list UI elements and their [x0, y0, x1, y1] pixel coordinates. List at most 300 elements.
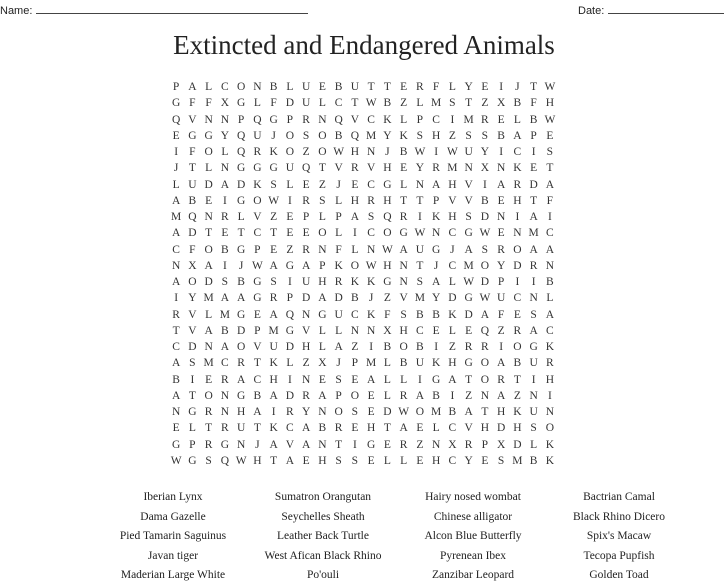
grid-letter[interactable]: E	[172, 129, 180, 142]
grid-letter[interactable]: N	[171, 259, 181, 272]
grid-letter[interactable]: B	[546, 276, 554, 288]
grid-letter[interactable]: T	[270, 454, 278, 467]
grid-letter[interactable]: I	[531, 373, 536, 386]
grid-letter[interactable]: R	[432, 162, 440, 175]
grid-letter[interactable]: K	[545, 454, 555, 467]
grid-letter[interactable]: E	[367, 454, 375, 467]
grid-letter[interactable]: N	[171, 406, 181, 418]
grid-letter[interactable]: X	[318, 357, 327, 370]
grid-letter[interactable]: A	[301, 259, 311, 272]
grid-letter[interactable]: G	[253, 162, 262, 175]
grid-letter[interactable]: D	[301, 292, 311, 305]
grid-letter[interactable]: N	[350, 324, 360, 337]
grid-letter[interactable]: L	[432, 422, 440, 435]
grid-letter[interactable]: L	[335, 227, 343, 240]
grid-letter[interactable]: K	[269, 146, 278, 158]
grid-letter[interactable]: I	[515, 276, 520, 288]
grid-letter[interactable]: J	[368, 292, 374, 305]
grid-letter[interactable]: K	[269, 357, 278, 370]
grid-letter[interactable]: S	[497, 454, 505, 467]
grid-letter[interactable]: E	[253, 308, 261, 321]
grid-letter[interactable]: Y	[464, 81, 473, 93]
grid-letter[interactable]: Z	[286, 243, 294, 256]
grid-letter[interactable]: B	[432, 308, 440, 321]
grid-letter[interactable]: N	[496, 211, 506, 223]
grid-letter[interactable]: L	[448, 324, 456, 337]
grid-letter[interactable]: W	[251, 259, 263, 272]
grid-letter[interactable]: R	[399, 389, 408, 402]
grid-letter[interactable]: S	[221, 276, 229, 288]
grid-letter[interactable]: E	[302, 227, 310, 240]
grid-letter[interactable]: F	[497, 308, 505, 321]
grid-letter[interactable]: D	[464, 308, 473, 321]
grid-letter[interactable]: G	[236, 308, 246, 321]
grid-letter[interactable]: G	[285, 324, 295, 337]
grid-letter[interactable]: L	[400, 113, 408, 126]
grid-letter[interactable]: L	[253, 97, 261, 110]
grid-letter[interactable]: D	[204, 276, 213, 288]
grid-letter[interactable]: J	[515, 81, 520, 93]
grid-letter[interactable]: R	[221, 422, 229, 435]
grid-letter[interactable]: S	[416, 276, 424, 288]
grid-letter[interactable]: V	[448, 194, 457, 207]
grid-letter[interactable]: L	[318, 341, 326, 353]
grid-letter[interactable]: M	[268, 324, 279, 337]
grid-letter[interactable]: A	[399, 243, 408, 256]
grid-letter[interactable]: B	[334, 129, 343, 142]
grid-letter[interactable]: L	[286, 178, 294, 191]
grid-letter[interactable]: P	[530, 129, 537, 142]
grid-letter[interactable]: K	[366, 276, 376, 288]
grid-letter[interactable]: O	[513, 341, 522, 353]
grid-letter[interactable]: G	[236, 194, 246, 207]
grid-letter[interactable]: H	[448, 178, 457, 191]
grid-letter[interactable]: K	[431, 211, 441, 223]
grid-letter[interactable]: L	[221, 146, 229, 158]
grid-letter[interactable]: T	[400, 194, 408, 207]
grid-letter[interactable]: F	[189, 146, 196, 158]
grid-letter[interactable]: E	[318, 81, 326, 93]
grid-letter[interactable]: D	[480, 211, 490, 223]
grid-letter[interactable]: B	[416, 341, 424, 353]
grid-letter[interactable]: I	[434, 146, 439, 158]
grid-letter[interactable]: O	[253, 194, 262, 207]
grid-letter[interactable]: F	[546, 194, 554, 207]
grid-letter[interactable]: E	[465, 324, 473, 337]
grid-letter[interactable]: A	[171, 389, 181, 402]
grid-letter[interactable]: C	[172, 243, 180, 256]
grid-letter[interactable]: E	[497, 227, 505, 240]
grid-letter[interactable]: P	[432, 194, 440, 207]
grid-letter[interactable]: R	[497, 243, 505, 256]
grid-letter[interactable]: A	[545, 243, 555, 256]
grid-letter[interactable]: V	[464, 178, 473, 191]
grid-letter[interactable]: H	[318, 454, 327, 467]
grid-letter[interactable]: R	[334, 276, 343, 288]
grid-letter[interactable]: E	[513, 308, 521, 321]
grid-letter[interactable]: M	[431, 97, 442, 110]
grid-letter[interactable]: I	[499, 81, 504, 93]
grid-letter[interactable]: W	[398, 406, 410, 418]
grid-letter[interactable]: L	[286, 81, 294, 93]
grid-letter[interactable]: N	[545, 259, 555, 272]
grid-letter[interactable]: B	[237, 276, 245, 288]
grid-letter[interactable]: A	[529, 243, 538, 256]
grid-letter[interactable]: C	[253, 227, 262, 240]
grid-letter[interactable]: N	[366, 324, 376, 337]
grid-letter[interactable]: R	[302, 194, 310, 207]
grid-letter[interactable]: N	[399, 259, 408, 272]
grid-letter[interactable]: F	[189, 243, 196, 256]
grid-letter[interactable]: W	[479, 227, 491, 240]
grid-letter[interactable]: W	[414, 227, 426, 240]
grid-letter[interactable]: X	[220, 97, 230, 110]
grid-letter[interactable]: A	[399, 422, 408, 435]
grid-letter[interactable]: H	[350, 146, 360, 158]
grid-letter[interactable]: H	[383, 259, 392, 272]
grid-letter[interactable]: Y	[431, 292, 441, 305]
grid-letter[interactable]: Y	[480, 146, 490, 158]
grid-letter[interactable]: R	[204, 438, 213, 451]
grid-letter[interactable]: A	[220, 341, 230, 353]
grid-letter[interactable]: A	[496, 357, 506, 370]
grid-letter[interactable]: H	[318, 276, 327, 288]
grid-letter[interactable]: A	[318, 292, 327, 305]
grid-letter[interactable]: I	[174, 146, 179, 158]
grid-letter[interactable]: C	[513, 292, 522, 305]
grid-letter[interactable]: U	[529, 357, 538, 370]
grid-letter[interactable]: E	[383, 438, 391, 451]
grid-letter[interactable]: H	[545, 373, 555, 386]
grid-letter[interactable]: N	[204, 341, 213, 353]
grid-letter[interactable]: V	[188, 324, 197, 337]
grid-letter[interactable]: H	[350, 194, 360, 207]
grid-letter[interactable]: U	[415, 357, 425, 370]
grid-letter[interactable]: T	[205, 227, 213, 240]
grid-letter[interactable]: Y	[220, 129, 230, 142]
grid-letter[interactable]: H	[301, 341, 311, 353]
grid-letter[interactable]: Y	[301, 406, 311, 418]
grid-letter[interactable]: H	[383, 194, 392, 207]
grid-letter[interactable]: R	[546, 357, 554, 370]
grid-letter[interactable]: Q	[285, 308, 295, 321]
grid-letter[interactable]: P	[319, 259, 326, 272]
grid-letter[interactable]: R	[302, 243, 310, 256]
grid-letter[interactable]: D	[204, 178, 213, 191]
grid-letter[interactable]: S	[367, 211, 375, 223]
grid-letter[interactable]: R	[399, 438, 408, 451]
grid-letter[interactable]: K	[334, 259, 343, 272]
grid-letter[interactable]: O	[383, 227, 392, 240]
grid-letter[interactable]: Q	[334, 113, 343, 126]
grid-letter[interactable]: S	[481, 129, 489, 142]
grid-letter[interactable]: U	[301, 81, 311, 93]
grid-letter[interactable]: R	[513, 324, 522, 337]
name-blank-line[interactable]	[36, 3, 308, 14]
grid-letter[interactable]: L	[205, 308, 213, 321]
grid-letter[interactable]: E	[351, 422, 359, 435]
grid-letter[interactable]: I	[434, 341, 439, 353]
grid-letter[interactable]: E	[286, 227, 294, 240]
grid-letter[interactable]: Q	[383, 211, 392, 223]
grid-letter[interactable]: A	[171, 227, 181, 240]
grid-letter[interactable]: E	[205, 373, 213, 386]
grid-letter[interactable]: A	[448, 373, 457, 386]
grid-letter[interactable]: P	[286, 113, 294, 126]
grid-letter[interactable]: D	[188, 341, 197, 353]
grid-letter[interactable]: Q	[171, 113, 181, 126]
grid-letter[interactable]: Z	[481, 97, 489, 110]
grid-letter[interactable]: Q	[220, 454, 230, 467]
grid-letter[interactable]: B	[513, 357, 522, 370]
grid-letter[interactable]: N	[480, 389, 490, 402]
grid-letter[interactable]: T	[335, 438, 343, 451]
grid-letter[interactable]: F	[384, 308, 391, 321]
grid-letter[interactable]: A	[236, 373, 246, 386]
grid-letter[interactable]: R	[302, 389, 310, 402]
grid-letter[interactable]: I	[482, 178, 487, 191]
grid-letter[interactable]: A	[236, 292, 246, 305]
grid-letter[interactable]: R	[481, 341, 489, 353]
grid-letter[interactable]: G	[236, 162, 246, 175]
grid-letter[interactable]: X	[496, 97, 506, 110]
grid-letter[interactable]: T	[465, 373, 473, 386]
grid-letter[interactable]: A	[204, 259, 213, 272]
grid-letter[interactable]: V	[366, 162, 376, 175]
grid-letter[interactable]: R	[513, 178, 522, 191]
grid-letter[interactable]: T	[367, 81, 375, 93]
grid-letter[interactable]: Z	[351, 341, 359, 353]
grid-letter[interactable]: G	[171, 97, 181, 110]
grid-letter[interactable]: J	[173, 162, 179, 175]
grid-letter[interactable]: E	[351, 178, 359, 191]
grid-letter[interactable]: J	[255, 438, 260, 451]
grid-letter[interactable]: S	[351, 406, 359, 418]
grid-letter[interactable]: Z	[448, 341, 456, 353]
grid-letter[interactable]: Y	[496, 259, 506, 272]
grid-letter[interactable]: L	[530, 438, 538, 451]
grid-letter[interactable]: A	[171, 357, 181, 370]
grid-letter[interactable]: L	[416, 97, 424, 110]
grid-letter[interactable]: I	[222, 259, 227, 272]
grid-letter[interactable]: L	[448, 276, 456, 288]
grid-letter[interactable]: A	[480, 308, 490, 321]
grid-letter[interactable]: L	[400, 178, 408, 191]
grid-letter[interactable]: E	[481, 81, 489, 93]
grid-letter[interactable]: F	[270, 97, 277, 110]
grid-letter[interactable]: R	[464, 341, 473, 353]
grid-letter[interactable]: N	[220, 113, 230, 126]
grid-letter[interactable]: G	[464, 227, 473, 240]
grid-letter[interactable]: L	[400, 373, 408, 386]
grid-letter[interactable]: M	[414, 292, 425, 305]
grid-letter[interactable]: K	[513, 162, 522, 175]
grid-letter[interactable]: N	[318, 406, 327, 418]
grid-letter[interactable]: C	[351, 308, 359, 321]
grid-letter[interactable]: D	[188, 227, 197, 240]
grid-letter[interactable]: J	[336, 178, 341, 191]
grid-letter[interactable]: E	[546, 129, 554, 142]
grid-letter[interactable]: P	[254, 243, 261, 256]
grid-letter[interactable]: M	[463, 259, 474, 272]
grid-letter[interactable]: R	[286, 406, 294, 418]
grid-letter[interactable]: N	[529, 292, 538, 305]
grid-letter[interactable]: O	[285, 129, 295, 142]
grid-letter[interactable]: O	[334, 406, 343, 418]
grid-letter[interactable]: I	[369, 341, 374, 353]
grid-letter[interactable]: O	[480, 373, 490, 386]
grid-letter[interactable]: G	[236, 389, 246, 402]
grid-letter[interactable]: D	[334, 292, 343, 305]
grid-letter[interactable]: R	[351, 162, 359, 175]
grid-letter[interactable]: J	[433, 259, 439, 272]
grid-letter[interactable]: E	[497, 194, 505, 207]
grid-letter[interactable]: N	[220, 162, 230, 175]
grid-letter[interactable]: D	[513, 438, 522, 451]
grid-letter[interactable]: E	[497, 113, 505, 126]
grid-letter[interactable]: C	[432, 113, 440, 126]
grid-letter[interactable]: N	[415, 178, 425, 191]
grid-letter[interactable]: N	[366, 146, 376, 158]
grid-letter[interactable]: G	[204, 129, 213, 142]
grid-letter[interactable]: Y	[464, 454, 473, 467]
grid-letter[interactable]: A	[269, 438, 278, 451]
grid-letter[interactable]: Q	[236, 146, 246, 158]
grid-letter[interactable]: C	[367, 227, 375, 240]
grid-letter[interactable]: A	[513, 129, 522, 142]
grid-letter[interactable]: H	[448, 357, 457, 370]
grid-letter[interactable]: A	[301, 438, 311, 451]
grid-letter[interactable]: G	[383, 276, 392, 288]
grid-letter[interactable]: A	[496, 178, 506, 191]
grid-letter[interactable]: L	[400, 454, 408, 467]
grid-letter[interactable]: L	[205, 162, 213, 175]
grid-letter[interactable]: H	[366, 422, 376, 435]
grid-letter[interactable]: B	[221, 243, 229, 256]
grid-letter[interactable]: A	[464, 406, 473, 418]
grid-letter[interactable]: S	[400, 308, 407, 321]
grid-letter[interactable]: C	[546, 227, 554, 240]
grid-letter[interactable]: S	[335, 373, 342, 386]
grid-letter[interactable]: R	[481, 113, 489, 126]
grid-letter[interactable]: E	[286, 211, 294, 223]
grid-letter[interactable]: T	[318, 162, 326, 175]
grid-letter[interactable]: I	[547, 389, 552, 402]
grid-letter[interactable]: O	[318, 227, 327, 240]
grid-letter[interactable]: U	[334, 308, 343, 321]
grid-letter[interactable]: D	[513, 259, 522, 272]
grid-letter[interactable]: A	[318, 389, 327, 402]
grid-letter[interactable]: B	[513, 97, 522, 110]
grid-letter[interactable]: Y	[383, 129, 392, 142]
grid-letter[interactable]: A	[350, 211, 360, 223]
grid-letter[interactable]: W	[544, 113, 556, 126]
grid-letter[interactable]: V	[464, 422, 473, 435]
grid-letter[interactable]: I	[450, 113, 455, 126]
grid-letter[interactable]: B	[432, 389, 440, 402]
grid-letter[interactable]: U	[464, 146, 473, 158]
grid-letter[interactable]: Z	[302, 146, 310, 158]
grid-letter[interactable]: A	[220, 292, 230, 305]
grid-letter[interactable]: E	[302, 454, 310, 467]
grid-letter[interactable]: I	[190, 373, 195, 386]
grid-letter[interactable]: O	[480, 259, 490, 272]
grid-letter[interactable]: W	[463, 276, 475, 288]
grid-letter[interactable]: Z	[513, 389, 521, 402]
grid-letter[interactable]: T	[383, 81, 391, 93]
grid-letter[interactable]: D	[496, 422, 506, 435]
grid-letter[interactable]: L	[188, 422, 196, 435]
grid-letter[interactable]: Z	[400, 97, 408, 110]
grid-letter[interactable]: Q	[236, 129, 246, 142]
grid-letter[interactable]: W	[446, 146, 458, 158]
grid-letter[interactable]: N	[431, 227, 441, 240]
grid-letter[interactable]: A	[253, 406, 262, 418]
grid-letter[interactable]: R	[237, 357, 245, 370]
grid-letter[interactable]: N	[545, 406, 555, 418]
grid-letter[interactable]: T	[270, 227, 278, 240]
grid-letter[interactable]: V	[350, 113, 360, 126]
grid-letter[interactable]: H	[399, 324, 408, 337]
grid-letter[interactable]: B	[318, 422, 327, 435]
grid-letter[interactable]: O	[480, 357, 490, 370]
grid-letter[interactable]: I	[499, 341, 504, 353]
grid-letter[interactable]: T	[481, 406, 489, 418]
grid-letter[interactable]: G	[529, 341, 538, 353]
grid-letter[interactable]: H	[480, 422, 490, 435]
grid-letter[interactable]: L	[383, 454, 391, 467]
grid-letter[interactable]: S	[205, 454, 212, 467]
grid-letter[interactable]: G	[171, 438, 181, 451]
grid-letter[interactable]: G	[236, 243, 246, 256]
grid-letter[interactable]: W	[268, 194, 280, 207]
grid-letter[interactable]: C	[286, 422, 294, 435]
grid-letter[interactable]: D	[383, 406, 392, 418]
grid-letter[interactable]: H	[545, 97, 555, 110]
grid-letter[interactable]: I	[287, 373, 292, 386]
grid-letter[interactable]: A	[496, 389, 506, 402]
grid-letter[interactable]: L	[318, 324, 326, 337]
grid-letter[interactable]: M	[366, 357, 377, 370]
grid-letter[interactable]: V	[301, 324, 311, 337]
grid-letter[interactable]: S	[416, 129, 424, 142]
grid-letter[interactable]: M	[528, 227, 539, 240]
grid-letter[interactable]: L	[286, 357, 294, 370]
grid-letter[interactable]: E	[367, 389, 375, 402]
grid-letter[interactable]: H	[269, 373, 278, 386]
grid-letter[interactable]: G	[464, 292, 473, 305]
grid-letter[interactable]: G	[269, 113, 278, 126]
grid-letter[interactable]: I	[287, 276, 292, 288]
grid-letter[interactable]: T	[416, 259, 424, 272]
name-field[interactable]	[0, 3, 308, 17]
grid-letter[interactable]: P	[189, 438, 196, 451]
grid-letter[interactable]: P	[172, 81, 180, 93]
grid-letter[interactable]: Q	[480, 324, 490, 337]
grid-letter[interactable]: R	[221, 211, 229, 223]
grid-letter[interactable]: R	[399, 211, 408, 223]
grid-letter[interactable]: G	[253, 292, 262, 305]
grid-letter[interactable]: P	[302, 211, 310, 223]
grid-letter[interactable]: P	[237, 113, 245, 126]
grid-letter[interactable]: I	[417, 373, 422, 386]
grid-letter[interactable]: C	[367, 178, 375, 191]
grid-letter[interactable]: M	[219, 308, 230, 321]
grid-letter[interactable]: R	[172, 308, 180, 321]
grid-letter[interactable]: U	[350, 81, 360, 93]
grid-letter[interactable]: R	[269, 292, 278, 305]
grid-letter[interactable]: N	[366, 243, 376, 256]
